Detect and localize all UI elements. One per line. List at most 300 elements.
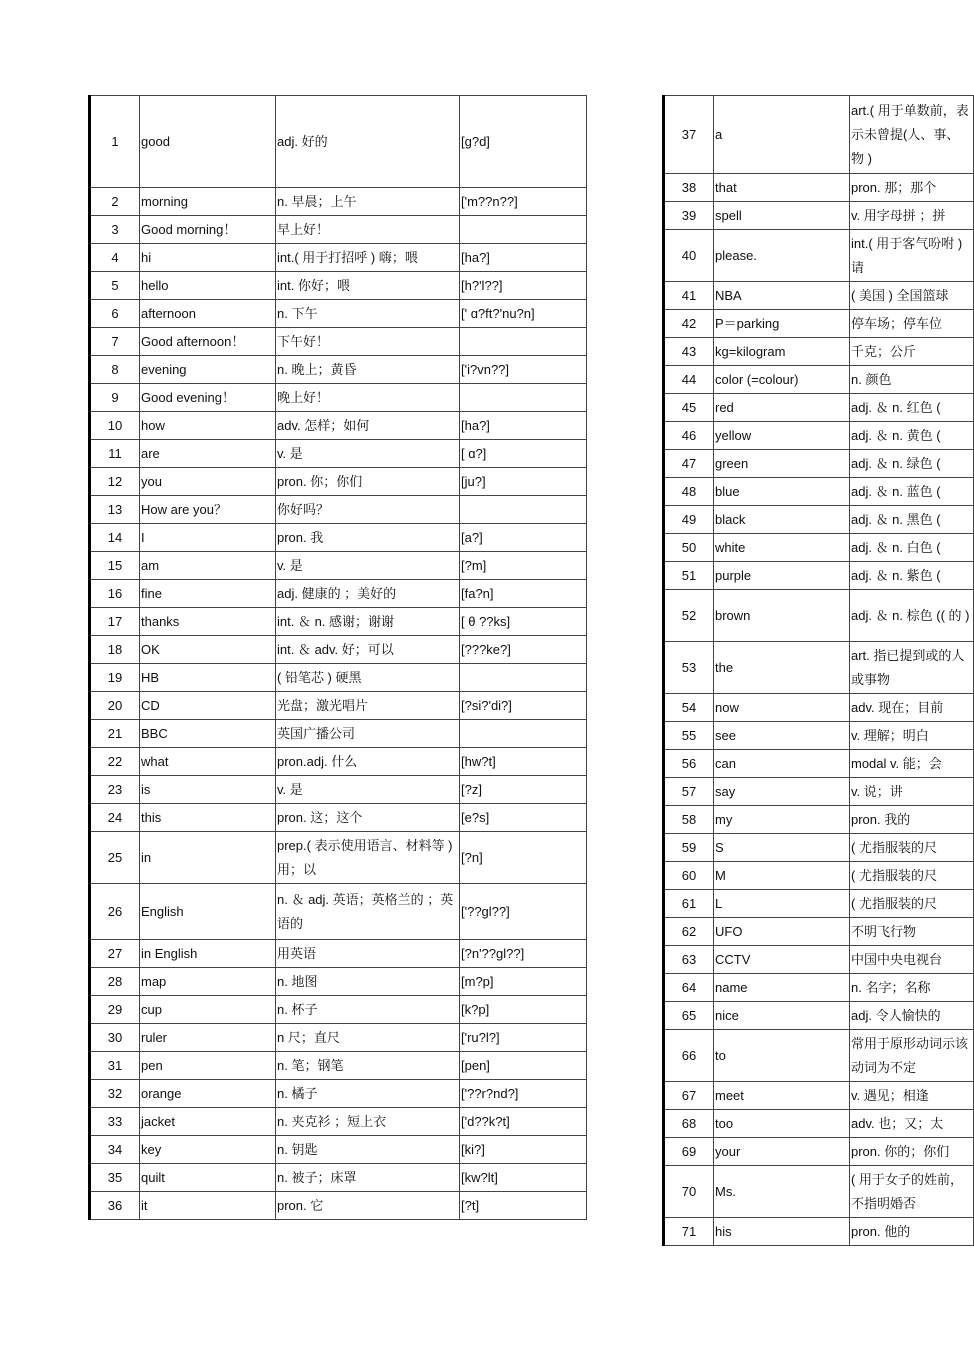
num-cell: 21 xyxy=(90,720,140,748)
meaning-cell: 下午好！ xyxy=(276,328,460,356)
meaning-cell: ( 尤指服装的尺 xyxy=(850,834,974,862)
meaning-cell: adv. 现在；目前 xyxy=(850,694,974,722)
phon-cell xyxy=(460,216,587,244)
table-row xyxy=(90,96,587,188)
word-cell: S xyxy=(714,834,850,862)
num-cell: 48 xyxy=(664,478,714,506)
num-cell: 28 xyxy=(90,968,140,996)
table-row xyxy=(664,918,974,946)
phon-cell: [ha?] xyxy=(460,412,587,440)
num-cell: 56 xyxy=(664,750,714,778)
meaning-cell: v. 是 xyxy=(276,440,460,468)
table-row xyxy=(90,468,587,496)
meaning-cell: int.( 用于客气吩咐 ) 请 xyxy=(850,230,974,282)
num-cell: 37 xyxy=(664,96,714,174)
table-row xyxy=(90,692,587,720)
num-cell: 55 xyxy=(664,722,714,750)
meaning-cell: adj. ＆ n. 蓝色 ( xyxy=(850,478,974,506)
word-cell: spell xyxy=(714,202,850,230)
word-cell: Ms. xyxy=(714,1166,850,1218)
table-row xyxy=(664,534,974,562)
word-cell: to xyxy=(714,1030,850,1082)
phon-cell: [ju?] xyxy=(460,468,587,496)
table-row xyxy=(90,272,587,300)
word-cell: my xyxy=(714,806,850,834)
meaning-cell: adj. ＆ n. 黄色 ( xyxy=(850,422,974,450)
word-cell: key xyxy=(140,1136,276,1164)
num-cell: 24 xyxy=(90,804,140,832)
num-cell: 54 xyxy=(664,694,714,722)
num-cell: 3 xyxy=(90,216,140,244)
num-cell: 41 xyxy=(664,282,714,310)
word-cell: pen xyxy=(140,1052,276,1080)
word-cell: M xyxy=(714,862,850,890)
meaning-cell: ( 尤指服装的尺 xyxy=(850,862,974,890)
num-cell: 23 xyxy=(90,776,140,804)
meaning-cell: ( 用于女子的姓前，不指明婚否 xyxy=(850,1166,974,1218)
word-cell: jacket xyxy=(140,1108,276,1136)
meaning-cell: v. 是 xyxy=(276,776,460,804)
phon-cell: ['m??n??] xyxy=(460,188,587,216)
word-cell: fine xyxy=(140,580,276,608)
meaning-cell: ( 美国 ) 全国篮球 xyxy=(850,282,974,310)
phon-cell: [?n'??gl??] xyxy=(460,940,587,968)
num-cell: 50 xyxy=(664,534,714,562)
meaning-cell: v. 用字母拼 ；拼 xyxy=(850,202,974,230)
phon-cell: [a?] xyxy=(460,524,587,552)
word-cell: map xyxy=(140,968,276,996)
word-cell: How are you？ xyxy=(140,496,276,524)
num-cell: 4 xyxy=(90,244,140,272)
word-cell: meet xyxy=(714,1082,850,1110)
table-row xyxy=(90,664,587,692)
word-cell: you xyxy=(140,468,276,496)
num-cell: 35 xyxy=(90,1164,140,1192)
word-cell: a xyxy=(714,96,850,174)
num-cell: 38 xyxy=(664,174,714,202)
meaning-cell: pron.adj. 什么 xyxy=(276,748,460,776)
num-cell: 65 xyxy=(664,1002,714,1030)
meaning-cell: 用英语 xyxy=(276,940,460,968)
table-row xyxy=(90,776,587,804)
meaning-cell: n 尺；直尺 xyxy=(276,1024,460,1052)
word-cell: blue xyxy=(714,478,850,506)
num-cell: 52 xyxy=(664,590,714,642)
meaning-cell: n. 笔；钢笔 xyxy=(276,1052,460,1080)
word-cell: morning xyxy=(140,188,276,216)
meaning-cell: v. 理解；明白 xyxy=(850,722,974,750)
num-cell: 40 xyxy=(664,230,714,282)
meaning-cell: n. 名字；名称 xyxy=(850,974,974,1002)
word-cell: say xyxy=(714,778,850,806)
table-row xyxy=(664,1218,974,1246)
word-cell: BBC xyxy=(140,720,276,748)
table-row xyxy=(90,496,587,524)
num-cell: 64 xyxy=(664,974,714,1002)
num-cell: 10 xyxy=(90,412,140,440)
phon-cell: ['ru?l?] xyxy=(460,1024,587,1052)
num-cell: 42 xyxy=(664,310,714,338)
phon-cell: [???ke?] xyxy=(460,636,587,664)
table-row xyxy=(664,1002,974,1030)
num-cell: 61 xyxy=(664,890,714,918)
num-cell: 68 xyxy=(664,1110,714,1138)
table-row xyxy=(90,608,587,636)
num-cell: 62 xyxy=(664,918,714,946)
table-row xyxy=(90,216,587,244)
word-cell: name xyxy=(714,974,850,1002)
num-cell: 30 xyxy=(90,1024,140,1052)
word-cell: color (=colour) xyxy=(714,366,850,394)
table-row xyxy=(90,1164,587,1192)
num-cell: 36 xyxy=(90,1192,140,1220)
phon-cell: [?z] xyxy=(460,776,587,804)
word-cell: can xyxy=(714,750,850,778)
meaning-cell: int. 你好；喂 xyxy=(276,272,460,300)
phon-cell xyxy=(460,720,587,748)
num-cell: 47 xyxy=(664,450,714,478)
num-cell: 25 xyxy=(90,832,140,884)
meaning-cell: n. 被子；床罩 xyxy=(276,1164,460,1192)
num-cell: 17 xyxy=(90,608,140,636)
num-cell: 70 xyxy=(664,1166,714,1218)
table-row xyxy=(90,720,587,748)
num-cell: 29 xyxy=(90,996,140,1024)
table-row xyxy=(90,636,587,664)
meaning-cell: pron. 他的 xyxy=(850,1218,974,1246)
table-row xyxy=(664,642,974,694)
meaning-cell: 千克；公斤 xyxy=(850,338,974,366)
word-cell: CD xyxy=(140,692,276,720)
phon-cell xyxy=(460,496,587,524)
table-row xyxy=(90,356,587,384)
word-cell: this xyxy=(140,804,276,832)
table-row xyxy=(90,384,587,412)
num-cell: 44 xyxy=(664,366,714,394)
phon-cell: [h?'l??] xyxy=(460,272,587,300)
num-cell: 13 xyxy=(90,496,140,524)
word-cell: P＝parking xyxy=(714,310,850,338)
meaning-cell: adj. ＆ n. 绿色 ( xyxy=(850,450,974,478)
table-row xyxy=(664,310,974,338)
meaning-cell: adv. 怎样；如何 xyxy=(276,412,460,440)
word-cell: brown xyxy=(714,590,850,642)
num-cell: 22 xyxy=(90,748,140,776)
meaning-cell: 常用于原形动词示该动词为不定 xyxy=(850,1030,974,1082)
word-cell: English xyxy=(140,884,276,940)
meaning-cell: ( 尤指服装的尺 xyxy=(850,890,974,918)
word-cell: what xyxy=(140,748,276,776)
word-cell: afternoon xyxy=(140,300,276,328)
table-row xyxy=(90,804,587,832)
table-row xyxy=(664,834,974,862)
word-cell: see xyxy=(714,722,850,750)
word-cell: orange xyxy=(140,1080,276,1108)
meaning-cell: art.( 用于单数前，表示未曾提(人、事、物 ) xyxy=(850,96,974,174)
num-cell: 33 xyxy=(90,1108,140,1136)
table-row xyxy=(664,1082,974,1110)
table-row xyxy=(664,1110,974,1138)
meaning-cell: adj. ＆ n. 紫色 ( xyxy=(850,562,974,590)
word-cell: red xyxy=(714,394,850,422)
num-cell: 18 xyxy=(90,636,140,664)
num-cell: 57 xyxy=(664,778,714,806)
table-row xyxy=(90,832,587,884)
meaning-cell: pron. 那；那个 xyxy=(850,174,974,202)
meaning-cell: ( 铅笔芯 ) 硬黑 xyxy=(276,664,460,692)
num-cell: 66 xyxy=(664,1030,714,1082)
phon-cell xyxy=(460,664,587,692)
word-cell: L xyxy=(714,890,850,918)
meaning-cell: modal v. 能；会 xyxy=(850,750,974,778)
meaning-cell: 不明飞行物 xyxy=(850,918,974,946)
table-row xyxy=(664,946,974,974)
word-cell: too xyxy=(714,1110,850,1138)
word-cell: how xyxy=(140,412,276,440)
phon-cell xyxy=(460,384,587,412)
num-cell: 27 xyxy=(90,940,140,968)
meaning-cell: n. 下午 xyxy=(276,300,460,328)
meaning-cell: adj. 令人愉快的 xyxy=(850,1002,974,1030)
table-row xyxy=(90,440,587,468)
phon-cell: [ θ ??ks] xyxy=(460,608,587,636)
table-row xyxy=(90,580,587,608)
meaning-cell: v. 说；讲 xyxy=(850,778,974,806)
num-cell: 45 xyxy=(664,394,714,422)
meaning-cell: adv. 也；又；太 xyxy=(850,1110,974,1138)
word-cell: UFO xyxy=(714,918,850,946)
word-cell: hi xyxy=(140,244,276,272)
table-row xyxy=(664,174,974,202)
table-row xyxy=(90,328,587,356)
meaning-cell: v. 是 xyxy=(276,552,460,580)
num-cell: 5 xyxy=(90,272,140,300)
meaning-cell: adj. ＆ n. 棕色 (( 的 ) xyxy=(850,590,974,642)
word-cell: Good afternoon！ xyxy=(140,328,276,356)
word-cell: green xyxy=(714,450,850,478)
meaning-cell: art. 指已提到或的人或事物 xyxy=(850,642,974,694)
meaning-cell: adj. ＆ n. 红色 ( xyxy=(850,394,974,422)
word-cell: OK xyxy=(140,636,276,664)
word-cell: is xyxy=(140,776,276,804)
num-cell: 32 xyxy=(90,1080,140,1108)
phon-cell: [ki?] xyxy=(460,1136,587,1164)
num-cell: 53 xyxy=(664,642,714,694)
word-cell: white xyxy=(714,534,850,562)
phon-cell: [k?p] xyxy=(460,996,587,1024)
meaning-cell: adj. ＆ n. 白色 ( xyxy=(850,534,974,562)
table-row xyxy=(664,974,974,1002)
phon-cell: [e?s] xyxy=(460,804,587,832)
vocab-table-left xyxy=(88,95,587,1220)
num-cell: 2 xyxy=(90,188,140,216)
word-cell: it xyxy=(140,1192,276,1220)
num-cell: 71 xyxy=(664,1218,714,1246)
table-row xyxy=(664,394,974,422)
meaning-cell: n. 晚上；黄昏 xyxy=(276,356,460,384)
word-cell: evening xyxy=(140,356,276,384)
table-row xyxy=(664,590,974,642)
table-row xyxy=(664,890,974,918)
table-row xyxy=(90,748,587,776)
meaning-cell: n. 杯子 xyxy=(276,996,460,1024)
num-cell: 51 xyxy=(664,562,714,590)
num-cell: 16 xyxy=(90,580,140,608)
table-row xyxy=(90,1192,587,1220)
word-cell: Good evening！ xyxy=(140,384,276,412)
table-row xyxy=(90,244,587,272)
num-cell: 7 xyxy=(90,328,140,356)
num-cell: 12 xyxy=(90,468,140,496)
table-row xyxy=(664,422,974,450)
table-row xyxy=(664,1030,974,1082)
table-row xyxy=(664,230,974,282)
meaning-cell: n. 颜色 xyxy=(850,366,974,394)
word-cell: his xyxy=(714,1218,850,1246)
num-cell: 60 xyxy=(664,862,714,890)
meaning-cell: int. ＆ adv. 好；可以 xyxy=(276,636,460,664)
meaning-cell: pron. 它 xyxy=(276,1192,460,1220)
phon-cell: [kw?lt] xyxy=(460,1164,587,1192)
num-cell: 19 xyxy=(90,664,140,692)
meaning-cell: n. 早晨；上午 xyxy=(276,188,460,216)
phon-cell: [' ɑ?ft?'nu?n] xyxy=(460,300,587,328)
word-cell: good xyxy=(140,96,276,188)
meaning-cell: pron. 我的 xyxy=(850,806,974,834)
phon-cell: [?m] xyxy=(460,552,587,580)
num-cell: 14 xyxy=(90,524,140,552)
table-row xyxy=(90,940,587,968)
word-cell: please. xyxy=(714,230,850,282)
table-row xyxy=(664,1138,974,1166)
num-cell: 46 xyxy=(664,422,714,450)
num-cell: 34 xyxy=(90,1136,140,1164)
num-cell: 15 xyxy=(90,552,140,580)
phon-cell: ['i?vn??] xyxy=(460,356,587,384)
meaning-cell: int.( 用于打招呼 ) 嗨；喂 xyxy=(276,244,460,272)
table-row xyxy=(90,1052,587,1080)
phon-cell: [g?d] xyxy=(460,96,587,188)
word-cell: am xyxy=(140,552,276,580)
word-cell: HB xyxy=(140,664,276,692)
meaning-cell: adj. ＆ n. 黑色 ( xyxy=(850,506,974,534)
table-row xyxy=(664,338,974,366)
phon-cell: [hw?t] xyxy=(460,748,587,776)
meaning-cell: 你好吗？ xyxy=(276,496,460,524)
phon-cell: [?n] xyxy=(460,832,587,884)
num-cell: 63 xyxy=(664,946,714,974)
word-cell: in xyxy=(140,832,276,884)
meaning-cell: int. ＆ n. 感谢；谢谢 xyxy=(276,608,460,636)
num-cell: 59 xyxy=(664,834,714,862)
meaning-cell: pron. 你的；你们 xyxy=(850,1138,974,1166)
word-cell: that xyxy=(714,174,850,202)
table-row xyxy=(90,188,587,216)
phon-cell: [?si?'di?] xyxy=(460,692,587,720)
word-cell: black xyxy=(714,506,850,534)
meaning-cell: n. 地图 xyxy=(276,968,460,996)
num-cell: 26 xyxy=(90,884,140,940)
word-cell: yellow xyxy=(714,422,850,450)
table-row xyxy=(90,884,587,940)
word-cell: I xyxy=(140,524,276,552)
table-row xyxy=(664,202,974,230)
meaning-cell: 光盘；激光唱片 xyxy=(276,692,460,720)
table-row xyxy=(90,1108,587,1136)
table-row xyxy=(90,1136,587,1164)
num-cell: 43 xyxy=(664,338,714,366)
table-row xyxy=(664,806,974,834)
phon-cell: [m?p] xyxy=(460,968,587,996)
table-row xyxy=(664,96,974,174)
phon-cell: ['d??k?t] xyxy=(460,1108,587,1136)
table-row xyxy=(664,450,974,478)
word-cell: purple xyxy=(714,562,850,590)
word-cell: in English xyxy=(140,940,276,968)
num-cell: 69 xyxy=(664,1138,714,1166)
num-cell: 58 xyxy=(664,806,714,834)
table-row xyxy=(90,524,587,552)
word-cell: thanks xyxy=(140,608,276,636)
phon-cell: [ha?] xyxy=(460,244,587,272)
table-row xyxy=(664,562,974,590)
word-cell: hello xyxy=(140,272,276,300)
word-cell: the xyxy=(714,642,850,694)
num-cell: 9 xyxy=(90,384,140,412)
meaning-cell: n. 橘子 xyxy=(276,1080,460,1108)
phon-cell xyxy=(460,328,587,356)
word-cell: cup xyxy=(140,996,276,1024)
word-cell: ruler xyxy=(140,1024,276,1052)
num-cell: 39 xyxy=(664,202,714,230)
table-row xyxy=(664,750,974,778)
num-cell: 49 xyxy=(664,506,714,534)
table-row xyxy=(664,862,974,890)
word-cell: NBA xyxy=(714,282,850,310)
table-row xyxy=(90,968,587,996)
meaning-cell: 晚上好！ xyxy=(276,384,460,412)
word-cell: CCTV xyxy=(714,946,850,974)
phon-cell: [?t] xyxy=(460,1192,587,1220)
meaning-cell: 中国中央电视台 xyxy=(850,946,974,974)
num-cell: 67 xyxy=(664,1082,714,1110)
table-row xyxy=(90,412,587,440)
table-row xyxy=(664,478,974,506)
num-cell: 8 xyxy=(90,356,140,384)
phon-cell: [pen] xyxy=(460,1052,587,1080)
meaning-cell: pron. 这；这个 xyxy=(276,804,460,832)
phon-cell: [ ɑ?] xyxy=(460,440,587,468)
vocab-table-right xyxy=(662,95,974,1246)
meaning-cell: prep.( 表示使用语言、材料等 ) 用；以 xyxy=(276,832,460,884)
meaning-cell: pron. 你；你们 xyxy=(276,468,460,496)
meaning-cell: pron. 我 xyxy=(276,524,460,552)
table-row xyxy=(90,996,587,1024)
meaning-cell: adj. 健康的 ；美好的 xyxy=(276,580,460,608)
word-cell: nice xyxy=(714,1002,850,1030)
table-row xyxy=(90,1024,587,1052)
table-row xyxy=(664,694,974,722)
num-cell: 20 xyxy=(90,692,140,720)
meaning-cell: 停车场；停车位 xyxy=(850,310,974,338)
word-cell: kg=kilogram xyxy=(714,338,850,366)
num-cell: 31 xyxy=(90,1052,140,1080)
meaning-cell: 英国广播公司 xyxy=(276,720,460,748)
word-cell: now xyxy=(714,694,850,722)
table-row xyxy=(664,506,974,534)
meaning-cell: adj. 好的 xyxy=(276,96,460,188)
word-cell: quilt xyxy=(140,1164,276,1192)
